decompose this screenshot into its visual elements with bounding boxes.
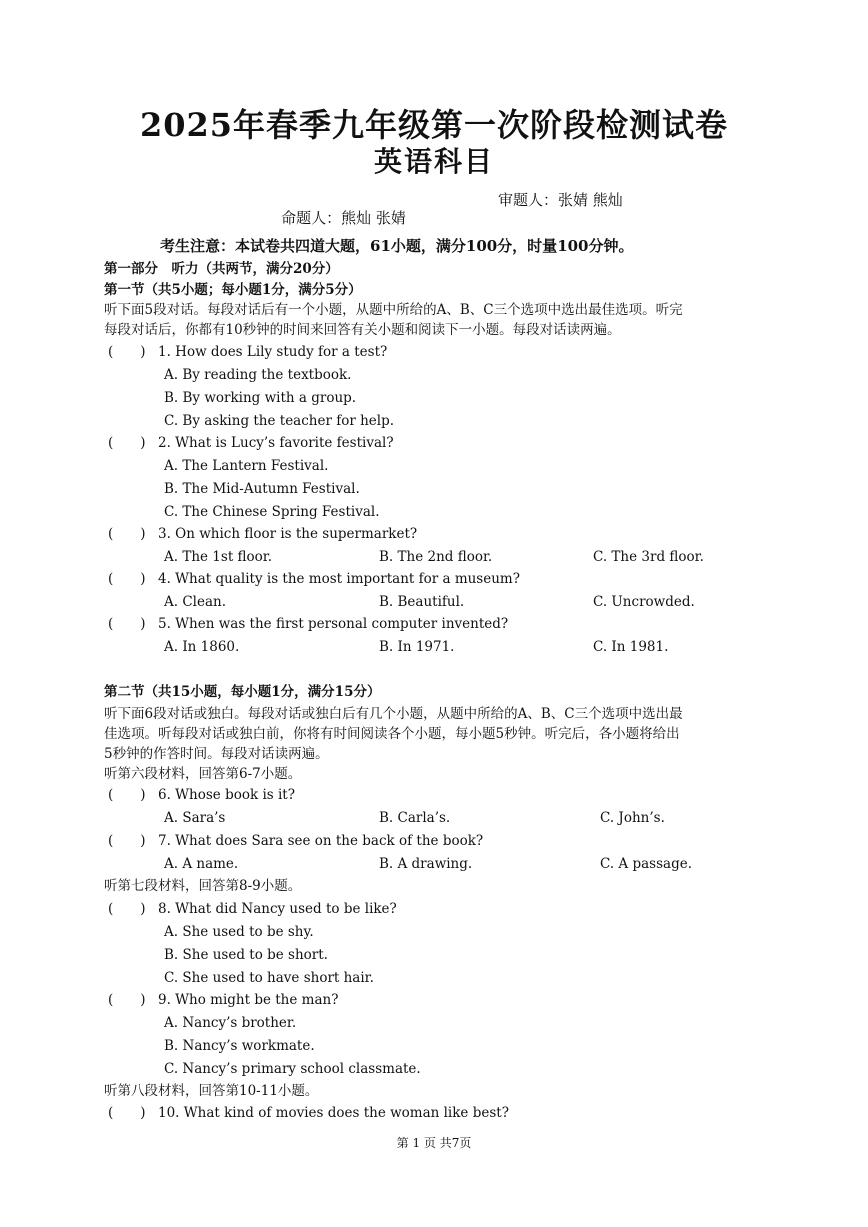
exam-notice: 考生注意：本试卷共四道大题，61小题，满分100分，时量100分钟。	[160, 237, 634, 255]
part1-heading: 第一部分 听力（共两节，满分20分）	[104, 261, 339, 277]
option-b: B. The 2nd floor.	[379, 549, 493, 565]
option-b: B. By working with a group.	[164, 390, 357, 406]
answer-blank[interactable]: ( )	[108, 901, 146, 917]
question-stem: 7. What does Sara see on the back of the book?	[158, 833, 484, 849]
question	[108, 786, 295, 805]
option-a: A. A name.	[164, 856, 239, 872]
question-stem: 9. Who might be the man?	[158, 992, 339, 1008]
material-heading: 听第七段材料，回答第8-9小题。	[104, 878, 302, 894]
answer-blank[interactable]: ( )	[108, 787, 146, 803]
material-heading: 听第六段材料，回答第6-7小题。	[104, 766, 302, 782]
question	[108, 991, 338, 1010]
option-b: B. The Mid-Autumn Festival.	[164, 481, 360, 497]
question-stem: 6. Whose book is it?	[158, 787, 295, 803]
question-stem: 2. What is Lucy’s favorite festival?	[158, 435, 394, 451]
section2-instruction: 5秒钟的作答时间。每段对话读两遍。	[104, 746, 329, 762]
option-c: C. In 1981.	[593, 639, 669, 655]
question	[108, 615, 508, 634]
option-a: A. Nancy’s brother.	[164, 1015, 297, 1031]
page-number: 第 1 页 共7页	[396, 1136, 472, 1150]
option-b: B. Nancy’s workmate.	[164, 1038, 315, 1054]
option-a: A. The 1st floor.	[164, 549, 273, 565]
exam-title: 2025年春季九年级第一次阶段检测试卷	[139, 106, 729, 144]
question	[108, 434, 394, 453]
section2-instruction: 佳选项。听每段对话或独白前，你将有时间阅读各个小题，每小题5秒钟。听完后，各小题将给出	[104, 726, 680, 742]
option-c: C. John’s.	[600, 810, 665, 826]
question-stem: 3. On which floor is the supermarket?	[158, 526, 418, 542]
section1-instruction: 听下面5段对话。每段对话后有一个小题，从题中所给的A、B、C三个选项中选出最佳选项。听完	[104, 302, 683, 318]
material-heading: 听第八段材料，回答第10-11小题。	[104, 1083, 319, 1099]
answer-blank[interactable]: ( )	[108, 344, 146, 360]
option-c: C. The 3rd floor.	[593, 549, 704, 565]
question	[108, 525, 417, 544]
section1-instruction: 每段对话后，你都有10秒钟的时间来回答有关小题和阅读下一小题。每段对话读两遍。	[104, 322, 621, 338]
question	[108, 832, 483, 851]
answer-blank[interactable]: ( )	[108, 616, 146, 632]
question	[108, 900, 397, 919]
question-stem: 5. When was the first personal computer invented?	[158, 616, 509, 632]
option-c: C. The Chinese Spring Festival.	[164, 504, 380, 520]
option-b: B. In 1971.	[379, 639, 455, 655]
option-a: A. Sara’s	[164, 810, 226, 826]
answer-blank[interactable]: ( )	[108, 833, 146, 849]
section2-instruction: 听下面6段对话或独白。每段对话或独白后有几个小题，从题中所给的A、B、C三个选项中选出最	[104, 706, 683, 722]
option-b: B. Beautiful.	[379, 594, 465, 610]
option-a: A. She used to be shy.	[164, 924, 314, 940]
option-b: B. Carla’s.	[379, 810, 451, 826]
question-stem: 8. What did Nancy used to be like?	[158, 901, 397, 917]
option-a: A. By reading the textbook.	[164, 367, 352, 383]
answer-blank[interactable]: ( )	[108, 435, 146, 451]
question	[108, 343, 387, 362]
option-c: C. She used to have short hair.	[164, 970, 374, 986]
answer-blank[interactable]: ( )	[108, 992, 146, 1008]
option-a: A. The Lantern Festival.	[164, 458, 329, 474]
option-c: C. Nancy’s primary school classmate.	[164, 1061, 421, 1077]
option-c: C. Uncrowded.	[593, 594, 695, 610]
exam-subject: 英语科目	[373, 145, 494, 178]
option-b: B. A drawing.	[379, 856, 473, 872]
question-setter: 命题人：熊灿 张婧	[281, 209, 406, 227]
section1-heading: 第一节（共5小题；每小题1分，满分5分）	[104, 282, 362, 298]
option-c: C. By asking the teacher for help.	[164, 413, 395, 429]
option-c: C. A passage.	[600, 856, 692, 872]
question-stem: 10. What kind of movies does the woman like best?	[158, 1105, 509, 1121]
answer-blank[interactable]: ( )	[108, 571, 146, 587]
question-stem: 1. How does Lily study for a test?	[158, 344, 388, 360]
question-stem: 4. What quality is the most important for a museum?	[158, 571, 520, 587]
question-reviewer: 审题人：张婧 熊灿	[498, 191, 623, 209]
answer-blank[interactable]: ( )	[108, 526, 146, 542]
option-a: A. Clean.	[164, 594, 227, 610]
answer-blank[interactable]: ( )	[108, 1105, 146, 1121]
section2-heading: 第二节（共15小题，每小题1分，满分15分）	[104, 684, 381, 700]
question	[108, 570, 520, 589]
question	[108, 1104, 509, 1123]
option-a: A. In 1860.	[164, 639, 240, 655]
option-b: B. She used to be short.	[164, 947, 328, 963]
